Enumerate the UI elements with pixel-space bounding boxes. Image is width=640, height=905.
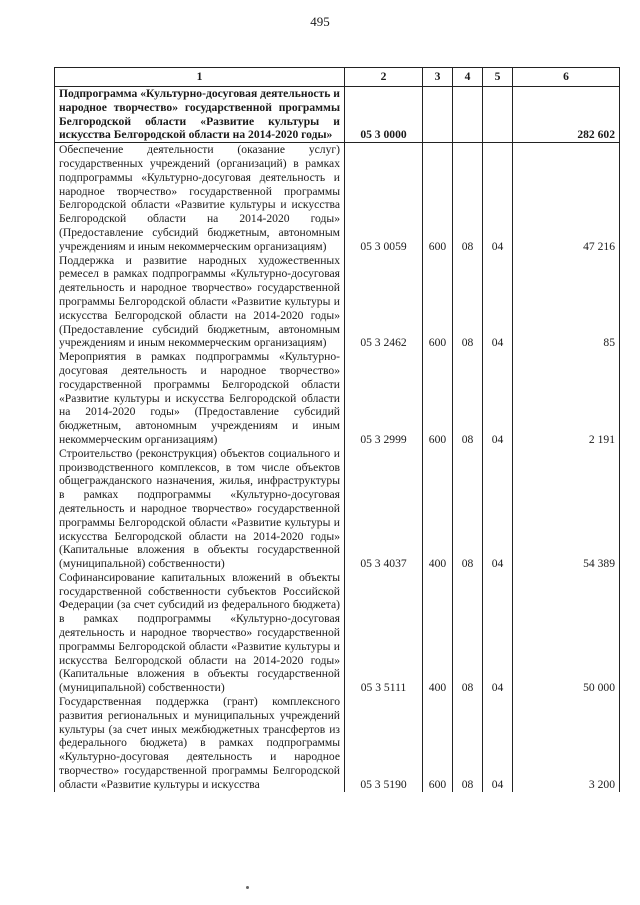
row-code: 05 3 5190 bbox=[345, 695, 423, 792]
row-vr: 600 bbox=[423, 350, 453, 447]
row-pr: 04 bbox=[483, 571, 513, 695]
row-vr: 600 bbox=[423, 695, 453, 792]
row-pr: 04 bbox=[483, 447, 513, 571]
row-pr: 04 bbox=[483, 695, 513, 792]
scan-dot bbox=[246, 886, 249, 889]
row-pr: 04 bbox=[483, 254, 513, 351]
table-row bbox=[55, 143, 620, 254]
row-rz: 08 bbox=[453, 447, 483, 571]
table-row bbox=[55, 695, 620, 792]
header-col-2: 2 bbox=[345, 68, 423, 87]
subprogram-vr bbox=[423, 87, 453, 143]
row-pr: 04 bbox=[483, 143, 513, 254]
header-col-5: 5 bbox=[483, 68, 513, 87]
table-row bbox=[55, 447, 620, 571]
row-rz: 08 bbox=[453, 143, 483, 254]
row-rz: 08 bbox=[453, 350, 483, 447]
row-pr: 04 bbox=[483, 350, 513, 447]
row-amount: 2 191 bbox=[513, 350, 620, 447]
table-row bbox=[55, 350, 620, 447]
row-code: 05 3 2999 bbox=[345, 350, 423, 447]
subprogram-name: Подпрограмма «Культурно-досуговая деятельность и народное творчество» государственной программы Белгородской области «Развитие культуры и искусства Белгородской области на 2014-2020 годы» bbox=[55, 87, 345, 143]
row-amount: 3 200 bbox=[513, 695, 620, 792]
row-vr: 400 bbox=[423, 571, 453, 695]
subprogram-amount: 282 602 bbox=[513, 87, 620, 143]
row-code: 05 3 2462 bbox=[345, 254, 423, 351]
subprogram-row bbox=[55, 87, 620, 143]
row-vr: 600 bbox=[423, 254, 453, 351]
budget-table bbox=[54, 67, 620, 792]
table-row bbox=[55, 571, 620, 695]
row-name: Мероприятия в рамках подпрограммы «Культурно-досуговая деятельность и народное творчество» государственной программы Белгородской области «Развитие культуры и искусства Белгородской области на 2014-2020 годы» (Предоставление субсидий бюджетным, автономным учреждениям и иным некоммерческим организациям) bbox=[55, 350, 345, 447]
subprogram-pr bbox=[483, 87, 513, 143]
row-vr: 600 bbox=[423, 143, 453, 254]
header-col-6: 6 bbox=[513, 68, 620, 87]
row-amount: 54 389 bbox=[513, 447, 620, 571]
table-row bbox=[55, 254, 620, 351]
row-amount: 47 216 bbox=[513, 143, 620, 254]
row-name: Строительство (реконструкция) объектов социального и производственного комплексов, в том числе объектов общегражданского назначения, жилья, инфраструктуры в рамках подпрограммы «Культурно-досуговая деятельность и народное творчество» государственной программы Белгородской области «Развитие культуры и искусства Белгородской области на 2014-2020 годы» (Капитальные вложения в объекты государственной (муниципальной) собственности) bbox=[55, 447, 345, 571]
header-col-3: 3 bbox=[423, 68, 453, 87]
row-code: 05 3 0059 bbox=[345, 143, 423, 254]
subprogram-rz bbox=[453, 87, 483, 143]
row-name: Поддержка и развитие народных художественных ремесел в рамках подпрограммы «Культурно-досуговая деятельность и народное творчество» государственной программы Белгородской области «Развитие культуры и искусства Белгородской области на 2014-2020 годы» (Предоставление субсидий бюджетным, автономным учреждениям и иным некоммерческим организациям) bbox=[55, 254, 345, 351]
row-name: Софинансирование капитальных вложений в объекты государственной собственности субъектов Российской Федерации (за счет субсидий из федерального бюджета) в рамках подпрограммы «Культурно-досуговая деятельность и народное творчество» государственной программы Белгородской области «Развитие культуры и искусства Белгородской области на 2014-2020 годы» (Капитальные вложения в объекты государственной (муниципальной) собственности) bbox=[55, 571, 345, 695]
row-vr: 400 bbox=[423, 447, 453, 571]
header-row bbox=[55, 68, 620, 87]
header-col-4: 4 bbox=[453, 68, 483, 87]
row-name: Государственная поддержка (грант) комплексного развития региональных и муниципальных учреждений культуры (за счет иных межбюджетных трансфертов из федерального бюджета) в рамках подпрограммы «Культурно-досуговая деятельность и народное творчество» государственной программы Белгородской области «Развитие культуры и искусства bbox=[55, 695, 345, 792]
subprogram-code: 05 3 0000 bbox=[345, 87, 423, 143]
row-code: 05 3 5111 bbox=[345, 571, 423, 695]
page-number: 495 bbox=[310, 14, 330, 29]
row-name: Обеспечение деятельности (оказание услуг) государственных учреждений (организаций) в рамках подпрограммы «Культурно-досуговая деятельность и народное творчество» государственной программы Белгородской области «Развитие культуры и искусства Белгородской области на 2014-2020 годы» (Предоставление субсидий бюджетным, автономным учреждениям и иным некоммерческим организациям) bbox=[55, 143, 345, 254]
row-rz: 08 bbox=[453, 695, 483, 792]
row-rz: 08 bbox=[453, 571, 483, 695]
row-amount: 50 000 bbox=[513, 571, 620, 695]
row-rz: 08 bbox=[453, 254, 483, 351]
row-code: 05 3 4037 bbox=[345, 447, 423, 571]
header-col-1: 1 bbox=[55, 68, 345, 87]
row-amount: 85 bbox=[513, 254, 620, 351]
